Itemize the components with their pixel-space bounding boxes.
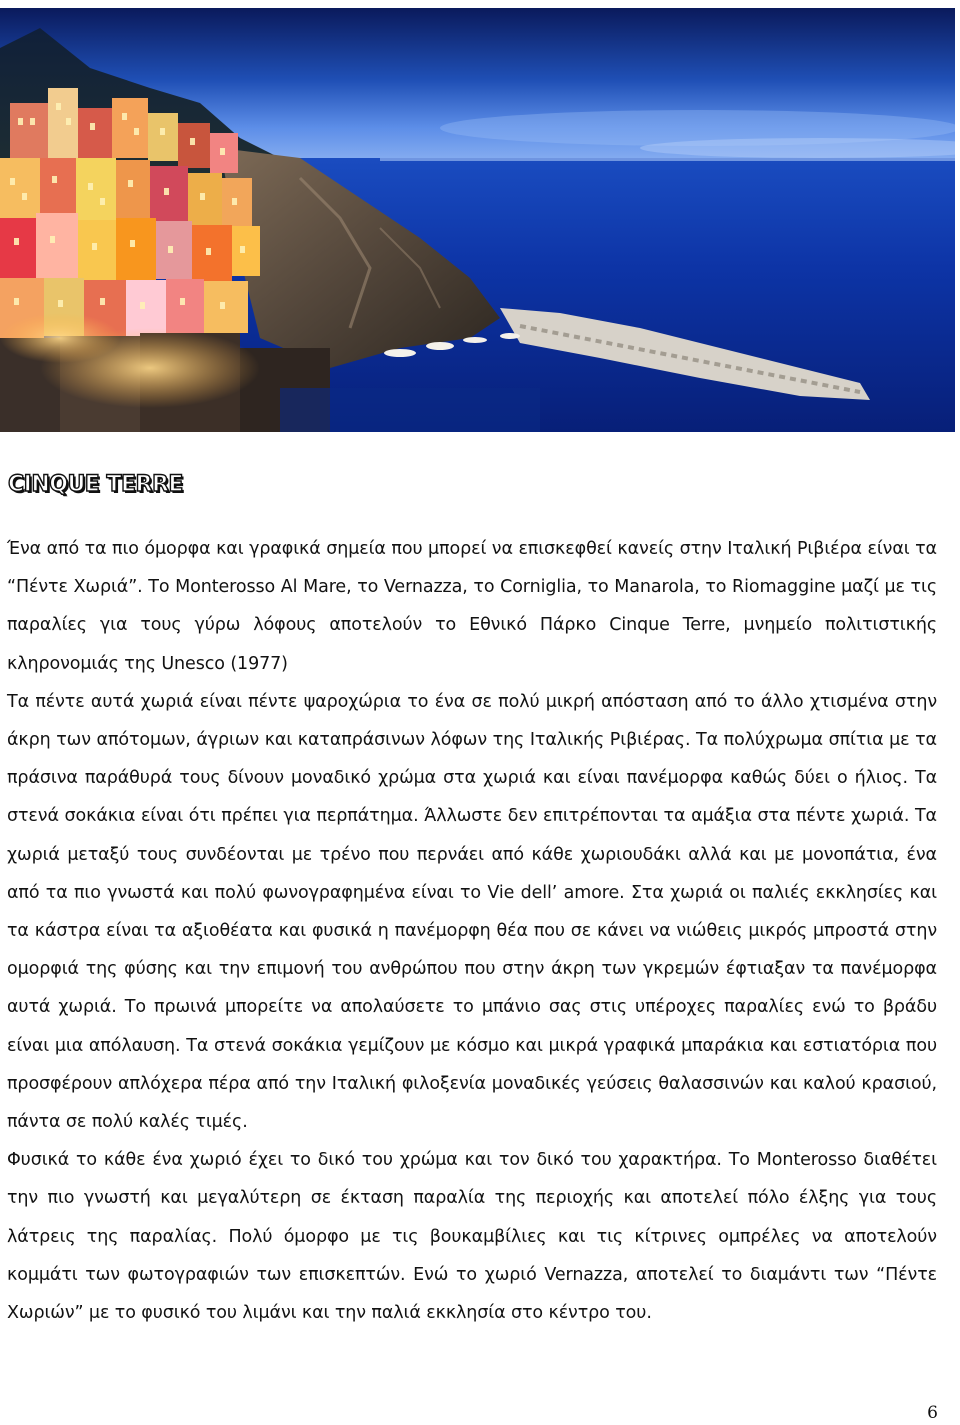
paragraph: Ένα από τα πιο όμορφα και γραφικά σημεία που μπορεί να επισκεφθεί κανείς στην Ιταλική Ριβιέρα είναι τα “Πέντε Χωριά”. Το Monterosso Al Mare, το Vernazza, το Corniglia, το Manarola, το Riomaggine μαζί με τις παραλίες για τους γύρω λόφους αποτελούν το Εθνικό Πάρκο Cinque Terre, μνημείο πολιτιστικής κληρονομιάς της Unesco (1977) [7, 539, 937, 674]
page-number: 6 [927, 1403, 938, 1423]
page-title: CINQUE TERRE [8, 472, 183, 497]
paragraph: Φυσικά το κάθε ένα χωριό έχει το δικό του χρώμα και τον δικό του χαρακτήρα. Το Monterosso διαθέτει την πιο γνωστή και μεγαλύτερη σε έκταση παραλία της περιοχής και αποτελεί πόλο έλξης για τους λάτρεις της παραλίας. Πολύ όμορφο με τις βουκαμβίλιες και τις κίτρινες ομπρέλες να αποτελούν κομμάτι των φωτογραφιών των επισκεπτών. Ενώ το χωριό Vernazza, αποτελεί το διαμάντι των “Πέντε Χωριών” με το φυσικό του λιμάνι και την παλιά εκκλησία στο κέντρο του. [7, 1150, 937, 1324]
paragraph: Τα πέντε αυτά χωριά είναι πέντε ψαροχώρια το ένα σε πολύ μικρή απόσταση από το άλλο χτισμένα στην άκρη των απότομων, άγριων και καταπράσινων λόφων της Ιταλικής Ριβιέρας. Τα πολύχρωμα σπίτια με τα πράσινα παράθυρά τους δίνουν μοναδικό χρώμα στα χωριά και είναι πανέμορφα καθώς δύει ο ήλιος. Τα στενά σοκάκια είναι ότι πρέπει για περπάτημα. Άλλωστε δεν επιτρέπονται τα αμάξια στα πέντε χωριά. Τα χωριά μεταξύ τους συνδέονται με τρένο που περνάει από κάθε χωριουδάκι αλλά και με μονοπάτια, ένα από τα πιο γνωστά και πολύ φωνογραφημένα είναι το Vie dell’ amore. Στα χωριά οι παλιές εκκλησίες και τα κάστρα είναι τα αξιοθέατα και φυσικά η πανέμορφη θέα που σε κάνει να νιώθεις μικρός μπροστά στην ομορφιά της φύσης και την επιμονή του ανθρώπου που στην άκρη των γκρεμών έφτιαξαν τα πανέμορφα αυτά χωριά. Το πρωινά μπορείτε να απολαύσετε το μπάνιο σας στις υπέροχες παραλίες ενώ το βράδυ είναι μια απόλαυση. Τα στενά σοκάκια γεμίζουν με κόσμο και μικρά γραφικά μπαράκια και εστιατόρια που προσφέρουν απλόχερα πέρα από την Ιταλική φιλοξενία μοναδικές γεύσεις θαλασσινών και καλού κρασιού, πάντα σε πολύ καλές τιμές. [7, 691, 937, 1133]
article-body [7, 530, 937, 1332]
hero-photo-illustration [0, 8, 955, 432]
hero-photo [0, 8, 955, 432]
